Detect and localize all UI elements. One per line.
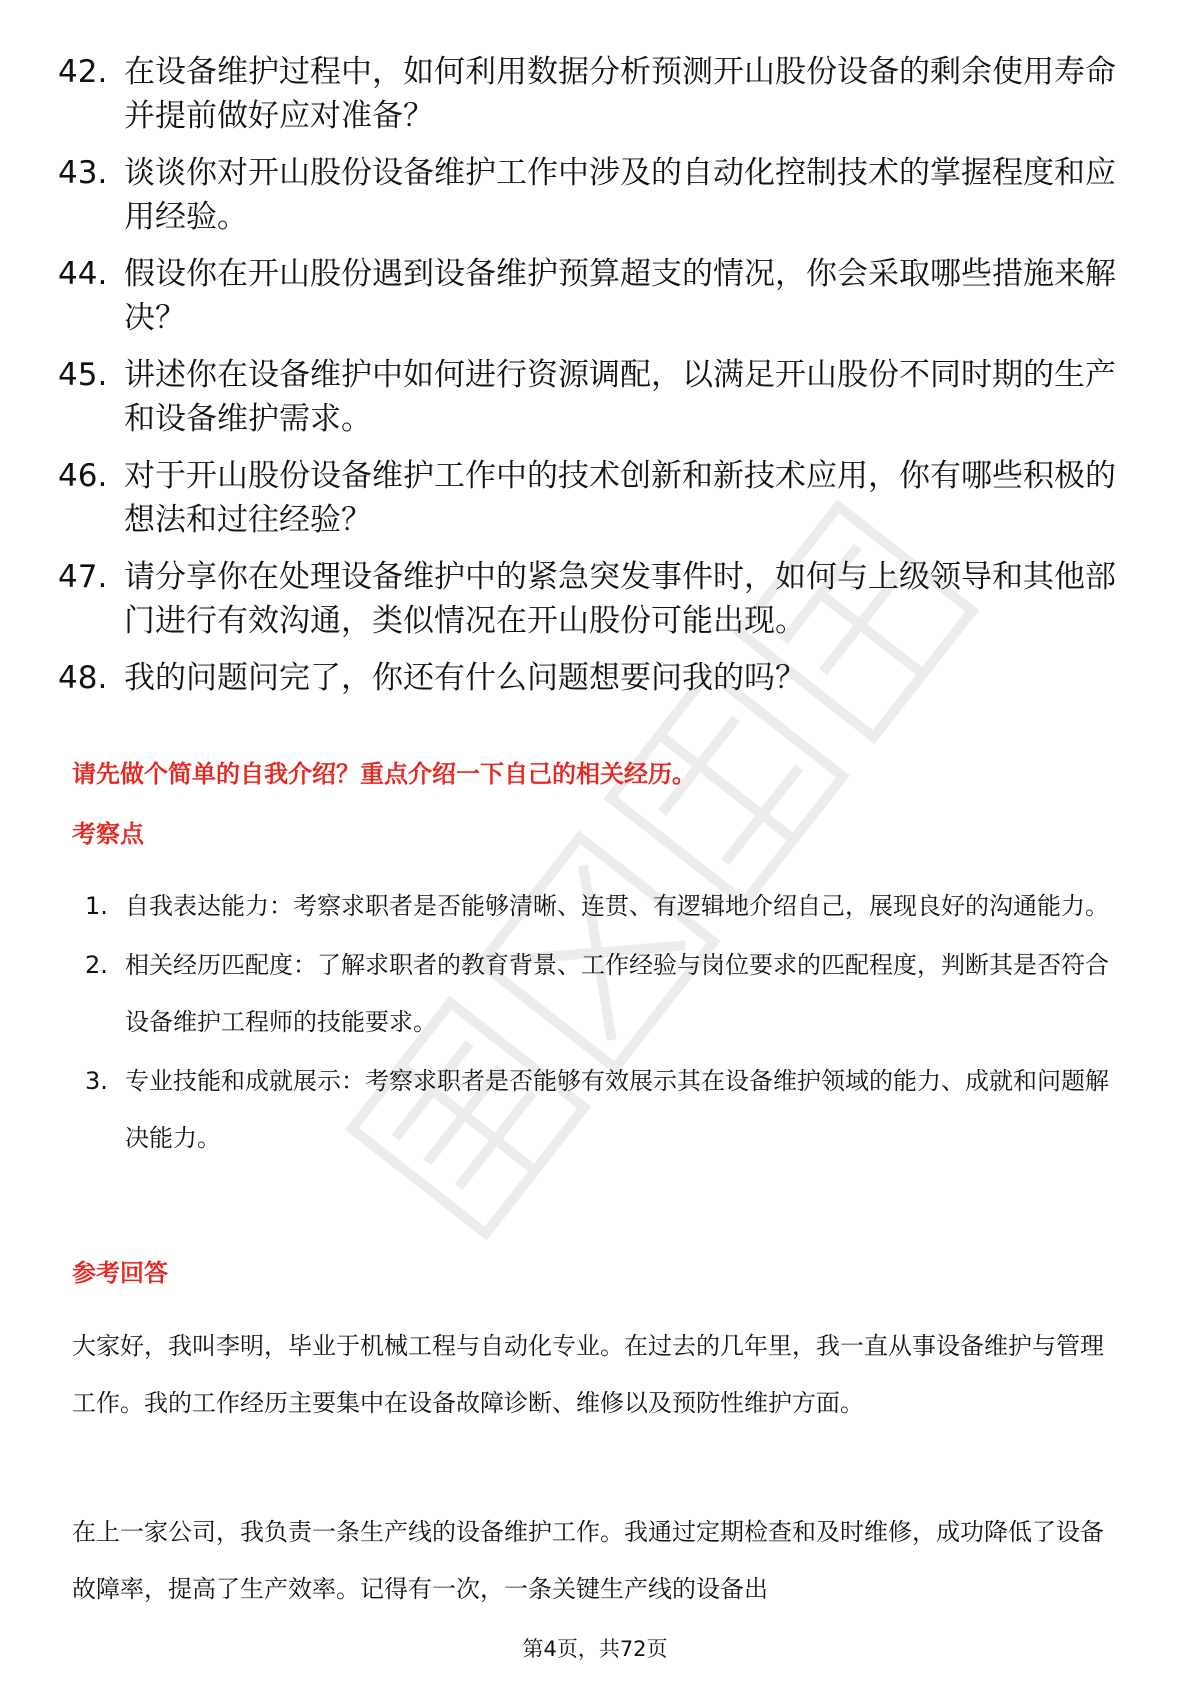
focus-point [85, 878, 1125, 935]
section-question: 请先做个简单的自我介绍？重点介绍一下自己的相关经历。 [72, 760, 696, 788]
question-item [58, 454, 1118, 542]
focus-point-number: 2. [85, 951, 108, 979]
question-item [58, 656, 1118, 700]
question-number: 45. [58, 357, 108, 393]
question-text: 谈谈你对开山股份设备维护工作中涉及的自动化控制技术的掌握程度和应用经验。 [124, 155, 1116, 235]
answer-heading: 参考回答 [72, 1259, 168, 1287]
focus-point-text: 专业技能和成就展示：考察求职者是否能够有效展示其在设备维护领域的能力、成就和问题解决能力。 [125, 1067, 1109, 1152]
question-list [58, 50, 1118, 713]
question-text: 讲述你在设备维护中如何进行资源调配，以满足开山股份不同时期的生产和设备维护需求。 [124, 357, 1116, 437]
focus-point [85, 937, 1125, 1051]
question-item [58, 555, 1118, 643]
answer-paragraph: 在上一家公司，我负责一条生产线的设备维护工作。我通过定期检查和及时维修，成功降低了设备故障率，提高了生产效率。记得有一次，一条关键生产线的设备出 [72, 1518, 1104, 1603]
question-number: 48. [58, 660, 108, 696]
focus-point [85, 1053, 1125, 1167]
question-item [58, 252, 1118, 340]
focus-point-number: 1. [85, 892, 108, 920]
page-footer: 第4页，共72页 [522, 1637, 668, 1661]
question-number: 42. [58, 54, 108, 90]
focus-point-number: 3. [85, 1067, 108, 1095]
focus-heading: 考察点 [72, 820, 144, 848]
focus-point-text: 自我表达能力：考察求职者是否能够清晰、连贯、有逻辑地介绍自己，展现良好的沟通能力。 [125, 892, 1109, 920]
question-text: 对于开山股份设备维护工作中的技术创新和新技术应用，你有哪些积极的想法和过往经验？ [124, 458, 1116, 538]
question-number: 43. [58, 155, 108, 191]
question-number: 47. [58, 559, 108, 595]
question-number: 46. [58, 458, 108, 494]
question-number: 44. [58, 256, 108, 292]
focus-point-list [85, 878, 1125, 1169]
answer-paragraph: 大家好，我叫李明，毕业于机械工程与自动化专业。在过去的几年里，我一直从事设备维护与管理工作。我的工作经历主要集中在设备故障诊断、维修以及预防性维护方面。 [72, 1332, 1104, 1417]
question-text: 假设你在开山股份遇到设备维护预算超支的情况，你会采取哪些措施来解决？ [124, 256, 1116, 336]
question-item [58, 50, 1118, 138]
question-text: 我的问题问完了，你还有什么问题想要问我的吗？ [124, 660, 806, 696]
question-text: 请分享你在处理设备维护中的紧急突发事件时，如何与上级领导和其他部门进行有效沟通，类似情况在开山股份可能出现。 [124, 559, 1116, 639]
question-item [58, 151, 1118, 239]
question-item [58, 353, 1118, 441]
question-text: 在设备维护过程中，如何利用数据分析预测开山股份设备的剩余使用寿命并提前做好应对准备？ [124, 54, 1116, 134]
focus-point-text: 相关经历匹配度：了解求职者的教育背景、工作经验与岗位要求的匹配程度，判断其是否符合设备维护工程师的技能要求。 [125, 951, 1109, 1036]
